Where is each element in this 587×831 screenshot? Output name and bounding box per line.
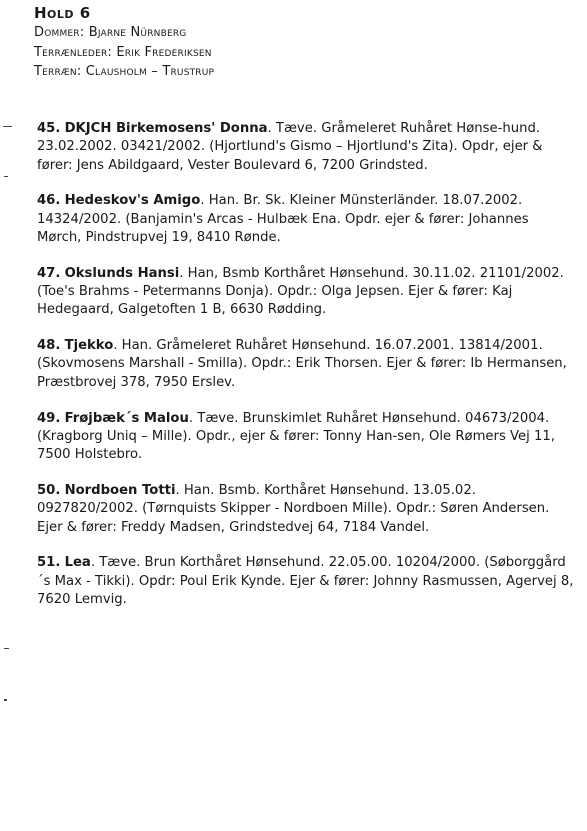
ground-leader-line <box>34 43 214 63</box>
dog-name: DKJCH Birkemosens' Donna <box>64 121 268 136</box>
judge-label: Dommer: <box>34 25 85 40</box>
entry-number: 48. <box>37 338 61 354</box>
entry-number: 49. <box>37 410 61 426</box>
entry-49 <box>37 410 577 465</box>
hold-title: Hold 6 <box>34 4 91 22</box>
entry-details: . Han. Gråmeleret Ruhåret Hønsehund. 16.07.2001. 13814/2001. (Skovmosens Marshall - Smilla). Opdr.: Erik Thorsen. Ejer & fører: Ib Hermansen, Præstbrovej 378, 7950 Erslev. <box>37 338 567 390</box>
group-header <box>34 3 214 82</box>
ground-name: Clausholm – Trustrup <box>85 64 215 79</box>
dog-name: Tjekko <box>64 338 114 354</box>
scan-mark <box>4 648 9 649</box>
dog-name: Nordboen Totti <box>64 482 176 498</box>
entry-details: . Han, Bsmb Korthåret Hønsehund. 30.11.02. 21101/2002. (Toe's Brahms - Petermanns Donja). Opdr.: Olga Jepsen. Ejer & fører: Kaj Hedegaard, Galgetoften 1 B, 6630 Rødding. <box>37 265 564 318</box>
entry-list <box>37 120 577 627</box>
entry-47 <box>37 265 577 320</box>
dog-name: Lea <box>64 555 91 571</box>
ground-line <box>34 62 214 82</box>
entry-45 <box>37 120 577 175</box>
ground-leader-name: Erik Frederiksen <box>116 44 212 60</box>
entry-details: . Tæve. Brunskimlet Ruhåret Hønsehund. 04673/2004. (Kragborg Uniq – Mille). Opdr., ejer & fører: Tonny Han-sen, Ole Rømers Vej 11, 7500 Holstebro. <box>37 410 555 463</box>
entry-48 <box>37 337 577 392</box>
entry-details: . Tæve. Brun Korthåret Hønsehund. 22.05.00. 10204/2000. (Søborggård´s Max - Tikki). Opdr: Poul Erik Kynde. Ejer & fører: Johnny Rasmussen, Agervej 8, 7620 Lemvig. <box>37 555 574 607</box>
dog-name: Okslunds Hansi <box>64 265 180 281</box>
entry-number: 46. <box>37 193 61 209</box>
entry-details: . Han. Br. Sk. Kleiner Münsterländer. 18.07.2002. 14324/2002. (Banjamin's Arcas - Hulbæk Ena. Opdr. ejer & fører: Johannes Mørch, Pindstrupvej 19, 8410 Rønde. <box>37 193 529 245</box>
scan-mark <box>4 176 8 177</box>
entry-46 <box>37 192 577 247</box>
dog-name: Hedeskov's Amigo <box>64 193 201 209</box>
entry-details: . Tæve. Gråmeleret Ruhåret Hønse-hund. 23.02.2002. 03421/2002. (Hjortlund's Gismo – Hjortlund's Zita). Opdr, ejer & fører: Jens Abildgaard, Vester Boulevard 6, 7200 Grindsted. <box>37 121 543 173</box>
ground-leader-label: Terrænleder: <box>34 44 112 60</box>
scan-mark <box>3 126 12 127</box>
entry-50 <box>37 482 577 537</box>
scan-mark <box>4 699 7 701</box>
entry-number: 45. <box>37 121 61 136</box>
entry-51 <box>37 554 577 609</box>
entry-number: 50. <box>37 482 61 498</box>
judge-line <box>34 23 214 43</box>
judge-name: Bjarne Nürnberg <box>88 25 187 40</box>
entry-number: 47. <box>37 265 61 281</box>
dog-name: Frøjbæk´s Malou <box>64 410 189 426</box>
entry-details: . Han. Bsmb. Korthåret Hønsehund. 13.05.02. 0927820/2002. (Tørnquists Skipper - Nordboen Mille). Opdr.: Søren Andersen. Ejer & fører: Freddy Madsen, Grindstedvej 64, 7184 Vandel. <box>37 482 550 535</box>
ground-label: Terræn: <box>34 64 82 79</box>
entry-number: 51. <box>37 555 61 571</box>
